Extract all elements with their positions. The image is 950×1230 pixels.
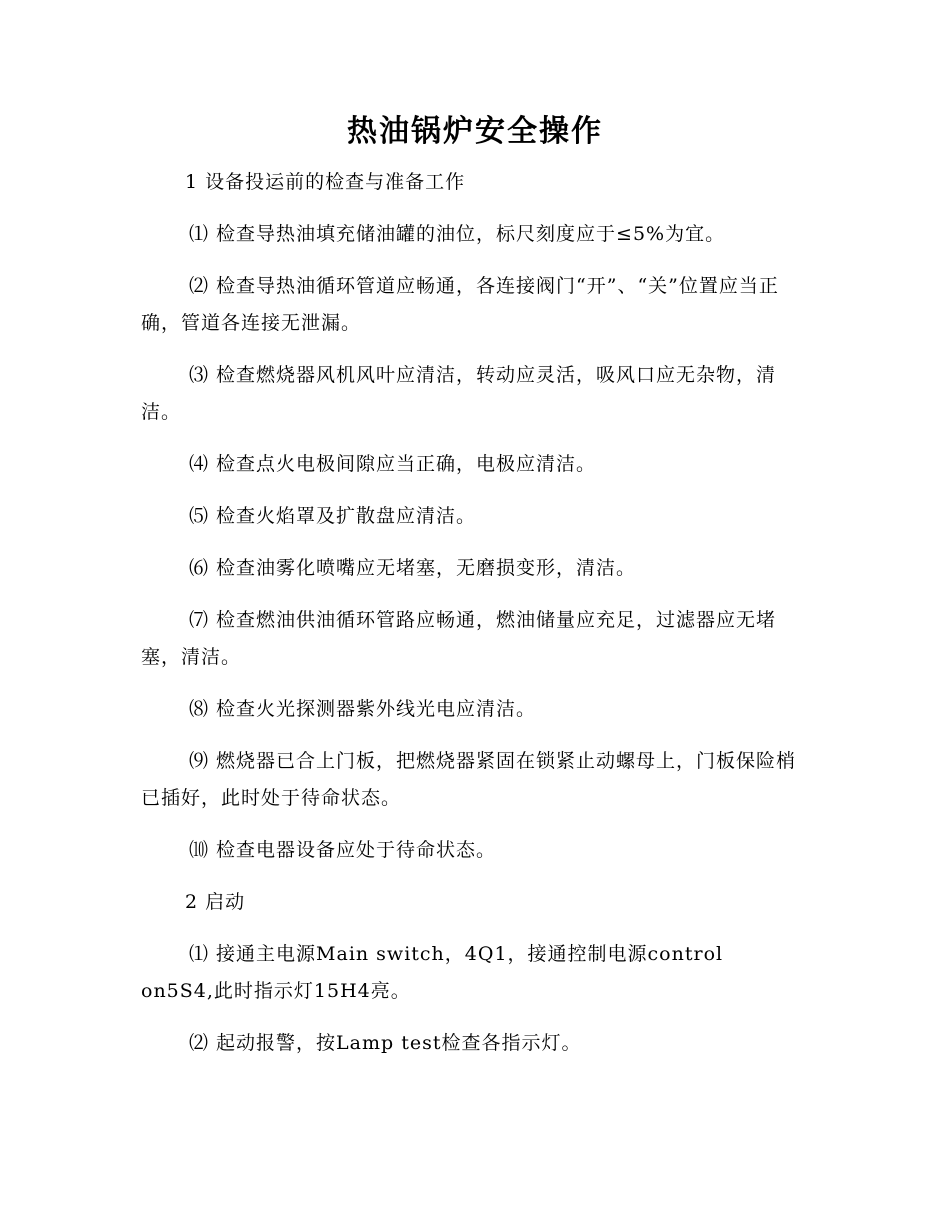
checklist-item-3: ⑶ 检查燃烧器风机风叶应清洁，转动应灵活，吸风口应无杂物，清洁。 <box>141 364 777 423</box>
document-body <box>141 164 801 1077</box>
checklist-item-8: ⑻ 检查火光探测器紫外线光电应清洁。 <box>189 698 537 720</box>
checklist-item-1: ⑴ 检查导热油填充储油罐的油位，标尺刻度应于≤5%为宜。 <box>189 223 726 245</box>
checklist-item-10: ⑽ 检查电器设备应处于待命状态。 <box>189 839 497 861</box>
checklist-item-4: ⑷ 检查点火电极间隙应当正确，电极应清洁。 <box>189 453 597 475</box>
checklist-item-2: ⑵ 检查导热油循环管道应畅通，各连接阀门“开”、“关”位置应当正确，管道各连接无泄漏。 <box>141 275 779 334</box>
checklist-item-6: ⑹ 检查油雾化喷嘴应无堵塞，无磨损变形，清洁。 <box>189 557 637 579</box>
startup-step-1: ⑴ 接通主电源Main switch，4Q1，接通控制电源control on5S4,此时指示灯15H4亮。 <box>141 943 724 1002</box>
checklist-item-9: ⑼ 燃烧器已合上门板，把燃烧器紧固在锁紧止动螺母上，门板保险梢已插好，此时处于待命状态。 <box>141 750 797 809</box>
section-heading-2: 2 启动 <box>185 891 246 913</box>
startup-step-2: ⑵ 起动报警，按Lamp test检查各指示灯。 <box>189 1032 582 1054</box>
document-title: 热油锅炉安全操作 <box>347 114 603 149</box>
checklist-item-5: ⑸ 检查火焰罩及扩散盘应清洁。 <box>189 505 477 527</box>
section-heading-1: 1 设备投运前的检查与准备工作 <box>185 171 466 193</box>
checklist-item-7: ⑺ 检查燃油供油循环管路应畅通，燃油储量应充足，过滤器应无堵塞，清洁。 <box>141 609 777 668</box>
